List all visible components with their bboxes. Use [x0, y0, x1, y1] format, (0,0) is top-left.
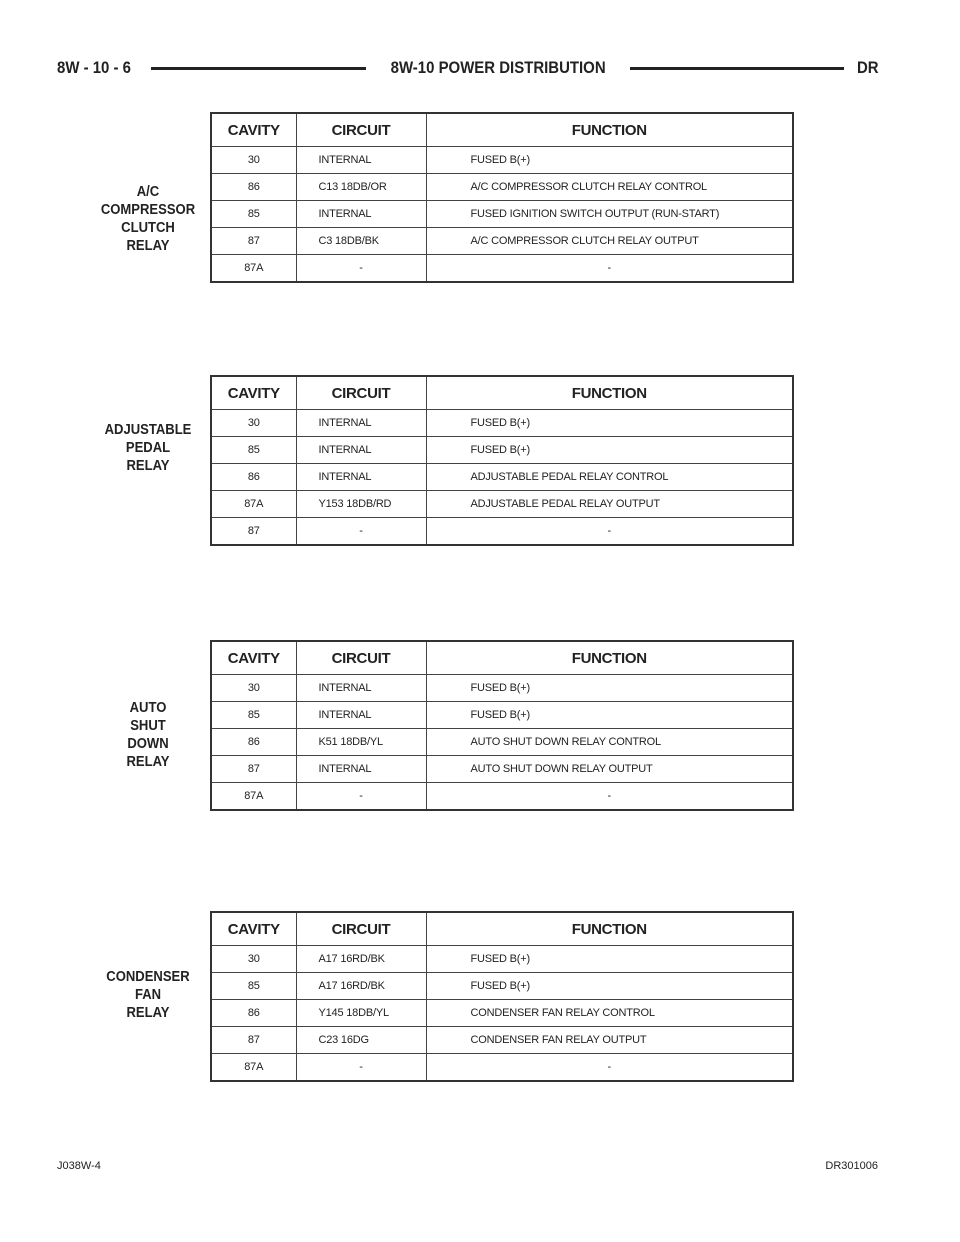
table-row	[211, 437, 793, 464]
circuit-cell: INTERNAL	[296, 464, 426, 491]
cavity-cell: 30	[211, 946, 296, 973]
function-cell: ADJUSTABLE PEDAL RELAY OUTPUT	[426, 491, 793, 518]
table-header-row	[211, 113, 793, 147]
cavity-cell: 87	[211, 518, 296, 546]
section-title-line: SHUT	[130, 718, 166, 734]
table-row	[211, 946, 793, 973]
pin-table-auto-shut-down-relay	[210, 640, 794, 811]
table-header-row	[211, 641, 793, 675]
function-cell: -	[426, 1054, 793, 1082]
section-title-condenser-fan-relay	[67, 968, 229, 1022]
function-cell: FUSED B(+)	[426, 147, 793, 174]
circuit-cell: Y153 18DB/RD	[296, 491, 426, 518]
cavity-cell: 86	[211, 729, 296, 756]
section-title-line: PEDAL	[125, 440, 171, 456]
circuit-cell: A17 16RD/BK	[296, 973, 426, 1000]
column-header-circuit: CIRCUIT	[296, 912, 426, 946]
cavity-cell: 85	[211, 702, 296, 729]
circuit-cell: K51 18DB/YL	[296, 729, 426, 756]
section-title-auto-shut-down-relay	[67, 699, 229, 771]
table-row	[211, 1027, 793, 1054]
function-cell: -	[426, 255, 793, 283]
table-row	[211, 491, 793, 518]
table-row	[211, 1054, 793, 1082]
circuit-cell: C3 18DB/BK	[296, 228, 426, 255]
function-cell: ADJUSTABLE PEDAL RELAY CONTROL	[426, 464, 793, 491]
pin-table-ac-compressor-clutch-relay	[210, 112, 794, 283]
table-row	[211, 702, 793, 729]
column-header-circuit: CIRCUIT	[296, 376, 426, 410]
section-title-line: RELAY	[126, 238, 170, 254]
cavity-cell: 86	[211, 1000, 296, 1027]
circuit-cell: INTERNAL	[296, 410, 426, 437]
function-cell: CONDENSER FAN RELAY CONTROL	[426, 1000, 793, 1027]
pin-table-adjustable-pedal-relay	[210, 375, 794, 546]
function-cell: FUSED B(+)	[426, 410, 793, 437]
column-header-function: FUNCTION	[426, 113, 793, 147]
header-rule-left	[151, 67, 366, 70]
function-cell: AUTO SHUT DOWN RELAY CONTROL	[426, 729, 793, 756]
table-header-row	[211, 376, 793, 410]
section-title-line: FAN	[134, 987, 162, 1003]
pin-table-condenser-fan-relay	[210, 911, 794, 1082]
circuit-cell: INTERNAL	[296, 147, 426, 174]
cavity-cell: 30	[211, 675, 296, 702]
circuit-cell: -	[296, 783, 426, 811]
table-row	[211, 147, 793, 174]
section-title-line: RELAY	[126, 458, 170, 474]
function-cell: A/C COMPRESSOR CLUTCH RELAY CONTROL	[426, 174, 793, 201]
cavity-cell: 86	[211, 464, 296, 491]
column-header-function: FUNCTION	[426, 641, 793, 675]
function-cell: AUTO SHUT DOWN RELAY OUTPUT	[426, 756, 793, 783]
cavity-cell: 87A	[211, 491, 296, 518]
table-row	[211, 228, 793, 255]
section-title-line: A/C	[136, 184, 160, 200]
cavity-cell: 86	[211, 174, 296, 201]
table-row	[211, 729, 793, 756]
page-number: 8W - 10 - 6	[57, 58, 132, 77]
table-row	[211, 783, 793, 811]
cavity-cell: 85	[211, 437, 296, 464]
column-header-cavity: CAVITY	[211, 376, 296, 410]
column-header-cavity: CAVITY	[211, 641, 296, 675]
circuit-cell: C13 18DB/OR	[296, 174, 426, 201]
page-title: 8W-10 POWER DISTRIBUTION	[390, 58, 606, 77]
section-title-adjustable-pedal-relay	[67, 421, 229, 475]
cavity-cell: 87A	[211, 1054, 296, 1082]
column-header-circuit: CIRCUIT	[296, 641, 426, 675]
cavity-cell: 87	[211, 228, 296, 255]
function-cell: CONDENSER FAN RELAY OUTPUT	[426, 1027, 793, 1054]
circuit-cell: INTERNAL	[296, 675, 426, 702]
cavity-cell: 87	[211, 1027, 296, 1054]
function-cell: -	[426, 518, 793, 546]
table-row	[211, 410, 793, 437]
function-cell: -	[426, 783, 793, 811]
section-title-line: CONDENSER	[106, 969, 190, 985]
circuit-cell: INTERNAL	[296, 201, 426, 228]
page-header	[57, 56, 879, 80]
cavity-cell: 87	[211, 756, 296, 783]
column-header-cavity: CAVITY	[211, 912, 296, 946]
function-cell: FUSED B(+)	[426, 973, 793, 1000]
section-title-line: DOWN	[127, 736, 169, 752]
section-title-line: RELAY	[126, 754, 170, 770]
footer-figure-code: J038W-4	[57, 1160, 101, 1172]
table-row	[211, 255, 793, 283]
footer-document-id: DR301006	[825, 1160, 878, 1172]
column-header-cavity: CAVITY	[211, 113, 296, 147]
cavity-cell: 30	[211, 147, 296, 174]
circuit-cell: INTERNAL	[296, 702, 426, 729]
table-row	[211, 518, 793, 546]
table-row	[211, 174, 793, 201]
circuit-cell: A17 16RD/BK	[296, 946, 426, 973]
cavity-cell: 87A	[211, 255, 296, 283]
circuit-cell: -	[296, 518, 426, 546]
function-cell: FUSED B(+)	[426, 946, 793, 973]
section-title-line: CLUTCH	[121, 220, 175, 236]
circuit-cell: INTERNAL	[296, 756, 426, 783]
table-row	[211, 756, 793, 783]
section-title-line: COMPRESSOR	[100, 202, 196, 218]
cavity-cell: 85	[211, 973, 296, 1000]
manual-code: DR	[857, 58, 880, 77]
table-row	[211, 973, 793, 1000]
table-header-row	[211, 912, 793, 946]
column-header-circuit: CIRCUIT	[296, 113, 426, 147]
function-cell: A/C COMPRESSOR CLUTCH RELAY OUTPUT	[426, 228, 793, 255]
table-row	[211, 1000, 793, 1027]
section-title-line: AUTO	[129, 700, 167, 716]
column-header-function: FUNCTION	[426, 912, 793, 946]
header-rule-right	[630, 67, 845, 70]
circuit-cell: -	[296, 255, 426, 283]
cavity-cell: 30	[211, 410, 296, 437]
function-cell: FUSED B(+)	[426, 675, 793, 702]
function-cell: FUSED IGNITION SWITCH OUTPUT (RUN-START)	[426, 201, 793, 228]
table-row	[211, 464, 793, 491]
circuit-cell: -	[296, 1054, 426, 1082]
section-title-line: RELAY	[126, 1005, 170, 1021]
table-row	[211, 201, 793, 228]
section-title-line: ADJUSTABLE	[104, 422, 192, 438]
cavity-cell: 87A	[211, 783, 296, 811]
circuit-cell: INTERNAL	[296, 437, 426, 464]
function-cell: FUSED B(+)	[426, 437, 793, 464]
table-row	[211, 675, 793, 702]
circuit-cell: C23 16DG	[296, 1027, 426, 1054]
function-cell: FUSED B(+)	[426, 702, 793, 729]
circuit-cell: Y145 18DB/YL	[296, 1000, 426, 1027]
column-header-function: FUNCTION	[426, 376, 793, 410]
cavity-cell: 85	[211, 201, 296, 228]
section-title-ac-compressor-clutch-relay	[67, 183, 229, 255]
